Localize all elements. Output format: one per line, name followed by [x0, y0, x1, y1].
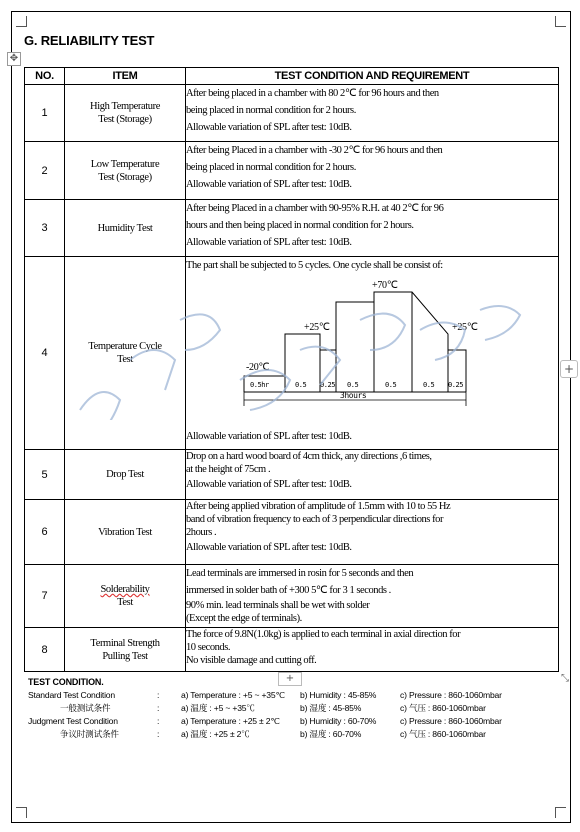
test-condition-heading: TEST CONDITION.	[28, 677, 104, 687]
condition-humidity: b) Humidity : 60-70%	[300, 716, 377, 726]
table-resize-icon[interactable]: ⤡	[561, 673, 569, 684]
condition-line: being placed in normal condition for 2 hours.	[186, 105, 356, 116]
condition-colon: :	[157, 703, 160, 713]
row-number: 3	[25, 200, 65, 257]
condition-temperature: a) Temperature : +5 ~ +35℃	[181, 690, 285, 700]
condition-line: Drop on a hard wood board of 4cm thick, any directions ,6 times,	[186, 451, 432, 462]
condition-line: 90% min. lead terminals shall be wet with solder	[186, 600, 370, 611]
condition-line: (Except the edge of terminals).	[186, 613, 302, 624]
row-item	[65, 565, 186, 628]
condition-line: being placed in normal condition for 2 hours.	[186, 162, 356, 173]
row-item	[65, 257, 186, 450]
crop-mark	[16, 16, 27, 27]
temperature-cycle-svg	[186, 274, 552, 432]
row-condition	[186, 450, 559, 500]
item-line: Vibration Test	[98, 526, 152, 538]
condition-line: After being placed in a chamber with 80 2℃ for 96 hours and then	[186, 88, 439, 99]
row-condition	[186, 257, 559, 450]
item-line: Terminal Strength	[90, 637, 160, 649]
condition-line: immersed in solder bath of +300 5℃ for 3 1 seconds .	[186, 585, 391, 596]
add-row-icon[interactable]: +	[278, 672, 302, 686]
temperature-profile-line	[244, 292, 466, 392]
segment-label: 0.5	[347, 381, 359, 389]
section-title: G. RELIABILITY TEST	[24, 33, 155, 48]
row-item	[65, 628, 186, 672]
row-number: 4	[25, 257, 65, 450]
row-item	[65, 500, 186, 565]
crop-mark	[555, 807, 566, 818]
condition-line: Allowable variation of SPL after test: 10dB.	[186, 179, 352, 190]
row-item	[65, 450, 186, 500]
condition-pressure: c) Pressure : 860-1060mbar	[400, 716, 502, 726]
row-number: 5	[25, 450, 65, 500]
condition-temperature: a) 温度 : +25 ± 2℃	[181, 729, 250, 739]
row-condition	[186, 200, 559, 257]
segment-label: 0.25	[448, 381, 464, 389]
table-row	[25, 565, 559, 628]
label-plus70: +70℃	[372, 280, 398, 291]
row-condition	[186, 565, 559, 628]
item-line: Low Temperature	[90, 158, 160, 170]
item-line: Test	[117, 597, 133, 608]
row-number: 7	[25, 565, 65, 628]
table-row	[25, 200, 559, 257]
condition-colon: :	[157, 729, 160, 739]
table-move-handle-icon[interactable]: ✥	[7, 52, 21, 66]
item-line: Temperature Cycle	[88, 341, 162, 352]
row-condition	[186, 628, 559, 672]
table-row	[25, 142, 559, 200]
condition-humidity: b) 湿度 : 45-85%	[300, 703, 362, 713]
label-minus20: -20℃	[246, 362, 270, 373]
add-column-icon[interactable]: +	[560, 360, 578, 378]
condition-line: After being Placed in a chamber with 90-95% R.H. at 40 2℃ for 96	[186, 203, 444, 214]
item-line: Test	[117, 354, 133, 365]
row-number: 1	[25, 85, 65, 142]
segment-label: 0.5	[295, 381, 307, 389]
condition-line: at the height of 75cm .	[186, 464, 271, 475]
condition-line: Allowable variation of SPL after test: 10dB.	[186, 122, 352, 133]
condition-line: Allowable variation of SPL after test: 10dB.	[186, 479, 352, 490]
label-plus25-right: +25℃	[452, 322, 478, 333]
condition-label: 一般测试条件	[60, 703, 111, 713]
reliability-table	[24, 67, 559, 672]
header-item: ITEM	[65, 68, 186, 85]
row-number: 6	[25, 500, 65, 565]
condition-temperature: a) Temperature : +25 ± 2℃	[181, 716, 280, 726]
condition-line: No visible damage and cutting off.	[186, 655, 317, 666]
item-line: Drop Test	[106, 469, 144, 480]
condition-label: Judgment Test Condition	[28, 716, 118, 726]
row-condition	[186, 85, 559, 142]
item-line: Pulling Test	[102, 650, 148, 662]
row-item	[65, 200, 186, 257]
row-number: 8	[25, 628, 65, 672]
header-no: NO.	[25, 68, 65, 85]
table-header-row	[25, 68, 559, 85]
segment-label: 0.5	[423, 381, 435, 389]
table-row	[25, 628, 559, 672]
condition-line: After being Placed in a chamber with -30 2℃ for 96 hours and then	[186, 145, 443, 156]
row-condition	[186, 142, 559, 200]
condition-label: 争议时测试条件	[60, 729, 119, 739]
item-line: Solderability	[100, 584, 150, 595]
item-line: Humidity Test	[97, 222, 153, 234]
table-row	[25, 85, 559, 142]
item-line: High Temperature	[90, 101, 160, 112]
row-condition	[186, 500, 559, 565]
condition-line: Allowable variation of SPL after test: 10dB.	[186, 237, 352, 248]
condition-temperature: a) 温度 : +5 ~ +35℃	[181, 703, 255, 713]
condition-humidity: b) 湿度 : 60-70%	[300, 729, 362, 739]
segment-label: 0.5hr	[250, 381, 269, 389]
table-row	[25, 450, 559, 500]
condition-pressure: c) 气压 : 860-1060mbar	[400, 729, 486, 739]
segment-label: 0.5	[385, 381, 397, 389]
item-line: Test (Storage)	[98, 114, 152, 125]
table-row	[25, 257, 559, 450]
crop-mark	[16, 807, 27, 818]
condition-line: Lead terminals are immersed in rosin for 5 seconds and then	[186, 568, 414, 579]
condition-line: The force of 9.8N(1.0kg) is applied to each terminal in axial direction for	[186, 629, 461, 640]
condition-line: band of vibration frequency to each of 3 perpendicular directions for	[186, 514, 444, 525]
condition-line: 2hours .	[186, 527, 217, 538]
condition-label: Standard Test Condition	[28, 690, 115, 700]
condition-line: Allowable variation of SPL after test: 10dB.	[186, 542, 352, 553]
total-duration-label: 3hours	[340, 391, 367, 400]
condition-line: The part shall be subjected to 5 cycles. One cycle shall be consist of:	[186, 260, 443, 271]
crop-mark	[555, 16, 566, 27]
condition-pressure: c) Pressure : 860-1060mbar	[400, 690, 502, 700]
row-number: 2	[25, 142, 65, 200]
condition-line: hours and then being placed in normal condition for 2 hours.	[186, 220, 414, 231]
condition-humidity: b) Humidity : 45-85%	[300, 690, 377, 700]
condition-colon: :	[157, 690, 160, 700]
row-item	[65, 85, 186, 142]
temperature-cycle-diagram	[186, 274, 558, 432]
condition-colon: :	[157, 716, 160, 726]
condition-line: 10 seconds.	[186, 642, 231, 653]
condition-pressure: c) 气压 : 860-1060mbar	[400, 703, 486, 713]
table-row	[25, 500, 559, 565]
condition-line: After being applied vibration of amplitude of 1.5mm with 10 to 55 Hz	[186, 501, 451, 512]
item-line: Test (Storage)	[98, 171, 152, 183]
row-item	[65, 142, 186, 200]
header-condition: TEST CONDITION AND REQUIREMENT	[186, 68, 559, 85]
condition-line: Allowable variation of SPL after test: 10dB.	[186, 431, 352, 442]
segment-label: 0.25	[320, 381, 336, 389]
label-plus25-left: +25℃	[304, 322, 330, 333]
